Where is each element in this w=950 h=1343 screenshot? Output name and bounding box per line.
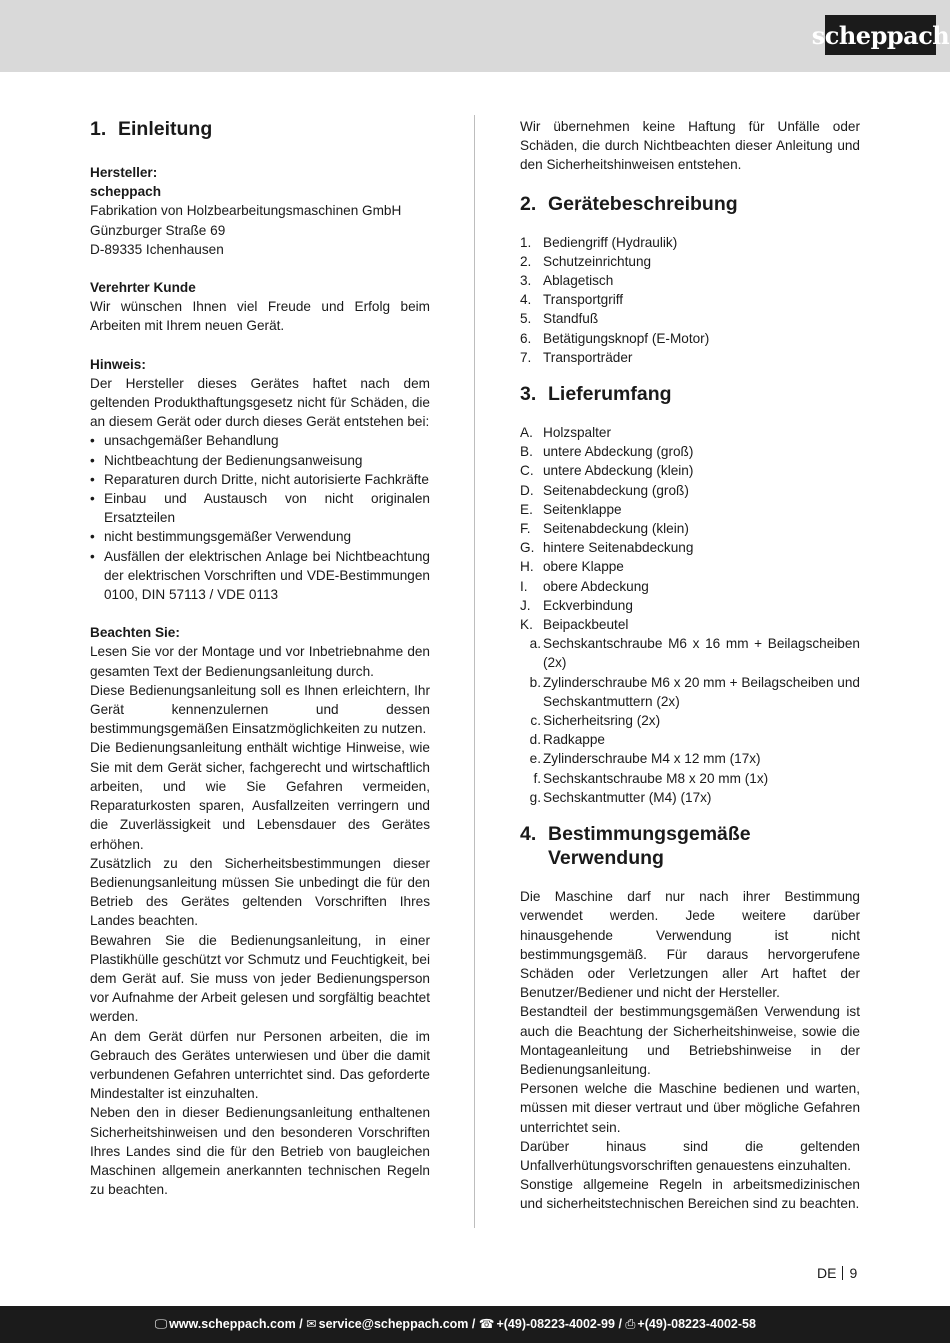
- list-item: • nicht bestimmungsgemäßer Verwendung: [90, 527, 430, 546]
- usage-paragraph: Bestandteil der bestimmungsgemäßen Verwendung ist auch die Beachtung der Sicherheitshinweise, sowie die Montageanleitung und Betriebshinweise in der Bedienungsanleitung.: [520, 1004, 860, 1077]
- list-item: d. Radkappe: [529, 732, 605, 748]
- list-item: • Ausfällen der elektrischen Anlage bei Nichtbeachtung der elektrischen Vorschriften und VDE-Bestimmungen 0100, DIN 57113 / VDE 0113: [90, 547, 430, 605]
- section-title-geraetebeschreibung: 2. Gerätebeschreibung: [520, 192, 738, 215]
- list-item: A. Holzspalter: [520, 425, 611, 441]
- list-item: 7. Transporträder: [520, 349, 633, 365]
- observe-paragraph: Die Bedienungsanleitung enthält wichtige Hinweise, wie Sie mit dem Gerät sicher, fachgerecht und wirtschaftlich arbeiten, und wie Sie Gefahren vermeiden, Reparaturkosten sparen, Ausfallzeiten verringern und die Zuverlässigkeit und Lebensdauer des Gerätes erhöhen.: [90, 740, 430, 852]
- header-band: [0, 0, 950, 72]
- usage-paragraph: Darüber hinaus sind die geltenden Unfallverhütungsvorschriften genauestens einzuhalten.: [520, 1138, 860, 1173]
- usage-paragraph: Sonstige allgemeine Regeln in arbeitsmedizinischen und sicherheitstechnischen Bereichen sind zu beachten.: [520, 1177, 860, 1212]
- list-item: • unsachgemäßer Behandlung: [90, 431, 430, 450]
- customer-label: Verehrter Kunde: [90, 280, 196, 296]
- list-item: B. untere Abdeckung (groß): [520, 444, 694, 460]
- section-title-lieferumfang: 3. Lieferumfang: [520, 383, 672, 406]
- list-item: J. Eckverbindung: [520, 597, 633, 613]
- observe-paragraph: Bewahren Sie die Bedienungsanleitung, in einer Plastikhülle geschützt vor Schmutz und Feuchtigkeit, bei dem Gerät auf. Sie muss von jeder Bedienungsperson vor Aufnahme der Arbeit gelesen und sorgfältig beachtet werden.: [90, 932, 430, 1025]
- list-item: D. Seitenabdeckung (groß): [520, 482, 689, 498]
- list-item: e. Zylinderschraube M4 x 12 mm (17x): [529, 751, 761, 767]
- phone-number: +(49)-08223-4002-99: [496, 1317, 615, 1331]
- note-text: Der Hersteller dieses Gerätes haftet nach dem geltenden Produkthaftungsgesetz nicht für Schäden, die an diesem Gerät oder durch dieses Gerät entstehen bei:: [90, 375, 430, 430]
- website-link[interactable]: www.scheppach.com: [169, 1317, 296, 1331]
- observe-label: Beachten Sie:: [90, 625, 180, 641]
- list-item: • Einbau und Austausch von nicht originalen Ersatzteilen: [90, 489, 430, 527]
- parts-list: [520, 233, 860, 367]
- observe-paragraph: Lesen Sie vor der Montage und vor Inbetriebnahme den gesamten Text der Bedienungsanleitung durch.: [90, 644, 430, 679]
- list-item: F. Seitenabdeckung (klein): [520, 521, 689, 537]
- list-item: 3. Ablagetisch: [520, 273, 614, 289]
- list-item: • Reparaturen durch Dritte, nicht autorisierte Fachkräfte: [90, 470, 430, 489]
- list-item: H. obere Klappe: [520, 559, 624, 575]
- list-item: 5. Standfuß: [520, 311, 599, 327]
- section-title-verwendung: 4. Bestimmungsgemäße Verwendung: [520, 823, 751, 870]
- manufacturer-line: Fabrikation von Holzbearbeitungsmaschinen GmbH: [90, 203, 402, 219]
- observe-paragraph: An dem Gerät dürfen nur Personen arbeiten, die im Gebrauch des Gerätes unterwiesen und über die damit verbundenen Gefahren unterrichtet sind. Das geforderte Mindestalter ist einzuhalten.: [90, 1028, 430, 1102]
- email-link[interactable]: service@scheppach.com: [318, 1317, 469, 1331]
- list-item: • Nichtbeachtung der Bedienungsanweisung: [90, 451, 430, 470]
- left-column: [90, 117, 430, 1199]
- observe-paragraph: Zusätzlich zu den Sicherheitsbestimmungen dieser Bedienungsanleitung müssen Sie unbedingt die für den Betrieb des Gerätes geltenden Vorschriften Ihres Landes beachten.: [90, 855, 430, 929]
- right-column: [520, 117, 860, 1214]
- phone-icon: ☎: [478, 1317, 495, 1331]
- fax-number: +(49)-08223-4002-58: [637, 1317, 756, 1331]
- list-item: 4. Transportgriff: [520, 292, 624, 308]
- list-item: 1. Bediengriff (Hydraulik): [520, 234, 678, 250]
- column-divider: [474, 115, 475, 1228]
- section-title-einleitung: 1. Einleitung: [90, 118, 213, 140]
- list-item: f. Sechskantschraube M8 x 20 mm (1x): [533, 770, 769, 786]
- fax-icon: ⎙: [625, 1317, 636, 1331]
- manufacturer-name: scheppach: [90, 184, 162, 200]
- usage-paragraph: Die Maschine darf nur nach ihrer Bestimmung verwendet werden. Jede weitere darüber hinausgehende Verwendung ist nicht bestimmungsgemäß. Für daraus hervorgerufene Schäden oder Verletzungen aller Art haftet der Benutzer/Bediener und nicht der Hersteller.: [520, 889, 860, 1001]
- note-label: Hinweis:: [90, 356, 146, 372]
- manufacturer-line: Günzburger Straße 69: [90, 222, 226, 238]
- manufacturer-line: D-89335 Ichenhausen: [90, 241, 224, 257]
- delivery-list: [520, 423, 860, 634]
- list-item: a. Sechskantschraube M6 x 16 mm + Beilagscheiben (2x): [529, 636, 860, 671]
- list-item: 2. Schutzeinrichtung: [520, 253, 652, 269]
- list-item: E. Seitenklappe: [520, 501, 622, 517]
- liability-text: Wir übernehmen keine Haftung für Unfälle oder Schäden, die durch Nichtbeachten dieser Anleitung und den Sicherheitshinweisen entstehen.: [520, 119, 860, 173]
- list-item: b. Zylinderschraube M6 x 20 mm + Beilagscheiben und Sechskantmuttern (2x): [529, 674, 860, 709]
- note-bullet-list: [90, 431, 430, 604]
- observe-paragraph: Diese Bedienungsanleitung soll es Ihnen erleichtern, Ihr Gerät kennenzulernen und dessen bestimmungsgemäßen Einsatzmöglichkeiten zu nutzen.: [90, 682, 430, 737]
- list-item: K. Beipackbeutel: [520, 617, 629, 633]
- list-item: G. hintere Seitenabdeckung: [520, 540, 694, 556]
- brand-logo: scheppach: [825, 15, 936, 55]
- manufacturer-label: Hersteller:: [90, 165, 158, 180]
- customer-text: Wir wünschen Ihnen viel Freude und Erfolg beim Arbeiten mit Ihrem neuen Gerät.: [90, 299, 430, 334]
- list-item: C. untere Abdeckung (klein): [520, 463, 694, 479]
- list-item: I. obere Abdeckung: [520, 578, 649, 594]
- page-number: DE 9: [817, 1265, 858, 1281]
- list-item: c. Sicherheitsring (2x): [530, 713, 661, 729]
- footer-contact: 🖵 www.scheppach.com / ✉ service@scheppach.com / ☎ +(49)-08223-4002-99 / ⎙ +(49)-08223-4002-58: [155, 1317, 756, 1331]
- accessory-bag-list: [520, 634, 860, 807]
- observe-paragraph: Neben den in dieser Bedienungsanleitung enthaltenen Sicherheitshinweisen und den besonderen Vorschriften Ihres Landes sind die für den Betrieb von baugleichen Maschinen allgemein anerkannten technischen Regeln zu beachten.: [90, 1105, 430, 1198]
- monitor-icon: 🖵: [155, 1317, 168, 1331]
- footer-bar: [0, 1306, 950, 1343]
- list-item: g. Sechskantmutter (M4) (17x): [529, 789, 712, 805]
- usage-paragraph: Personen welche die Maschine bedienen und warten, müssen mit dieser vertraut und über mögliche Gefahren unterrichtet sein.: [520, 1081, 860, 1135]
- envelope-icon: ✉: [306, 1317, 317, 1331]
- list-item: 6. Betätigungsknopf (E-Motor): [520, 330, 710, 346]
